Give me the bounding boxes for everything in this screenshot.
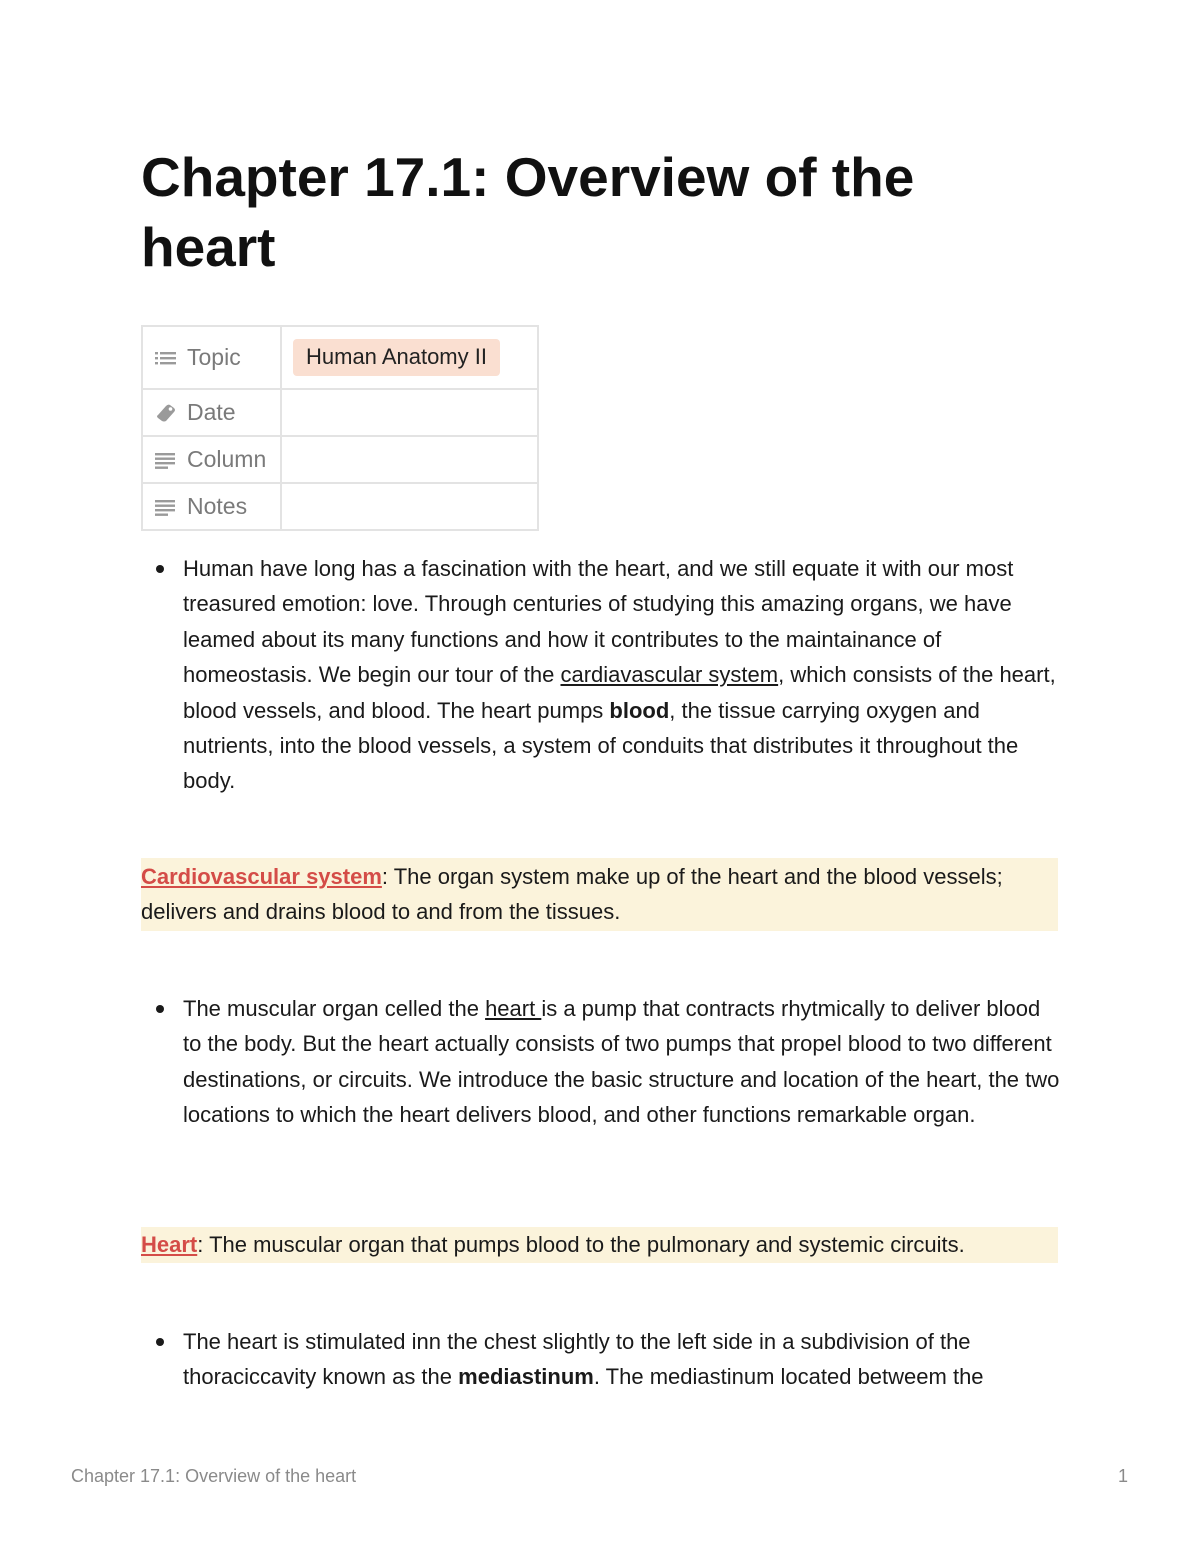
property-key-cell [142, 389, 281, 436]
property-value-cell[interactable] [281, 436, 538, 483]
text-run: . The mediastinum located betweem the [593, 1364, 984, 1390]
property-key-cell [142, 326, 281, 389]
list-icon [155, 349, 177, 367]
text-run: The heart is stimulated inn the chest slightly to the left side in a subdivision of the thoraciccavity known as the [183, 1329, 971, 1390]
text-run: Human have long has a fascination with the heart, and we still equate it with our most treasured emotion: love. Through centuries of studying this amazing organs, we have leamed about its many functions and how it contributes to the maintainance of homeostasis. We begin our tour of the [183, 556, 1014, 688]
property-key-cell [142, 436, 281, 483]
callout-text: : The organ system make up of the heart and the blood vessels; delivers and drains blood to and from the tissues. [141, 864, 1003, 925]
property-row-column [142, 436, 538, 483]
property-value-cell[interactable] [281, 483, 538, 530]
text-run: , which consists of the heart, blood vessels, and blood. The heart pumps [183, 662, 1056, 723]
definition-callout-heart [141, 1227, 1058, 1263]
text-lines-icon [155, 498, 177, 516]
definition-callout-cardiovascular [141, 858, 1058, 931]
bullet-dot [156, 565, 164, 573]
callout-term[interactable]: Cardiovascular system [141, 864, 382, 889]
text-run: is a pump that contracts rhytmically to deliver blood to the body. But the heart actually consists of two pumps that propel blood to two different destinations, or circuits. We introduce the basic structure and location of the heart, the two locations to which the heart delivers blood, and other functions remarkable organ. [183, 996, 1060, 1128]
bold-term: blood [609, 697, 670, 723]
cardiovascular-system-link[interactable]: cardiavascular system [560, 662, 779, 688]
text-run: , the tissue carrying oxygen and nutrients, into the blood vessels, a system of conduits that distributes it throughout the body. [183, 697, 1019, 794]
callout-term[interactable]: Heart [141, 1232, 198, 1257]
bullet-dot [156, 1005, 164, 1013]
property-key-cell [142, 483, 281, 530]
footer-page-number: 1 [1118, 1466, 1129, 1486]
topic-tag[interactable]: Human Anatomy II [293, 339, 500, 376]
property-row-topic [142, 326, 538, 389]
bold-term: mediastinum [458, 1364, 594, 1390]
property-key-label: Column [187, 446, 267, 472]
tag-icon [155, 403, 177, 423]
property-row-notes [142, 483, 538, 530]
text-run: The muscular organ celled the [183, 996, 486, 1021]
heart-link[interactable]: heart [485, 996, 542, 1021]
property-value-cell[interactable] [281, 326, 538, 389]
page-title: Chapter 17.1: Overview of the heart [141, 146, 915, 278]
bullet-paragraph-location [183, 1324, 1063, 1395]
property-key-label: Notes [187, 493, 248, 519]
property-key-label: Date [187, 399, 236, 425]
bullet-paragraph-intro [183, 551, 1063, 799]
property-row-date [142, 389, 538, 436]
property-key-label: Topic [187, 344, 241, 370]
properties-table [141, 325, 539, 531]
text-lines-icon [155, 451, 177, 469]
callout-text: : The muscular organ that pumps blood to the pulmonary and systemic circuits. [197, 1232, 965, 1257]
bullet-paragraph-heart [183, 991, 1063, 1133]
footer-title: Chapter 17.1: Overview of the heart [71, 1466, 357, 1486]
bullet-dot [156, 1338, 164, 1346]
property-value-cell[interactable] [281, 389, 538, 436]
